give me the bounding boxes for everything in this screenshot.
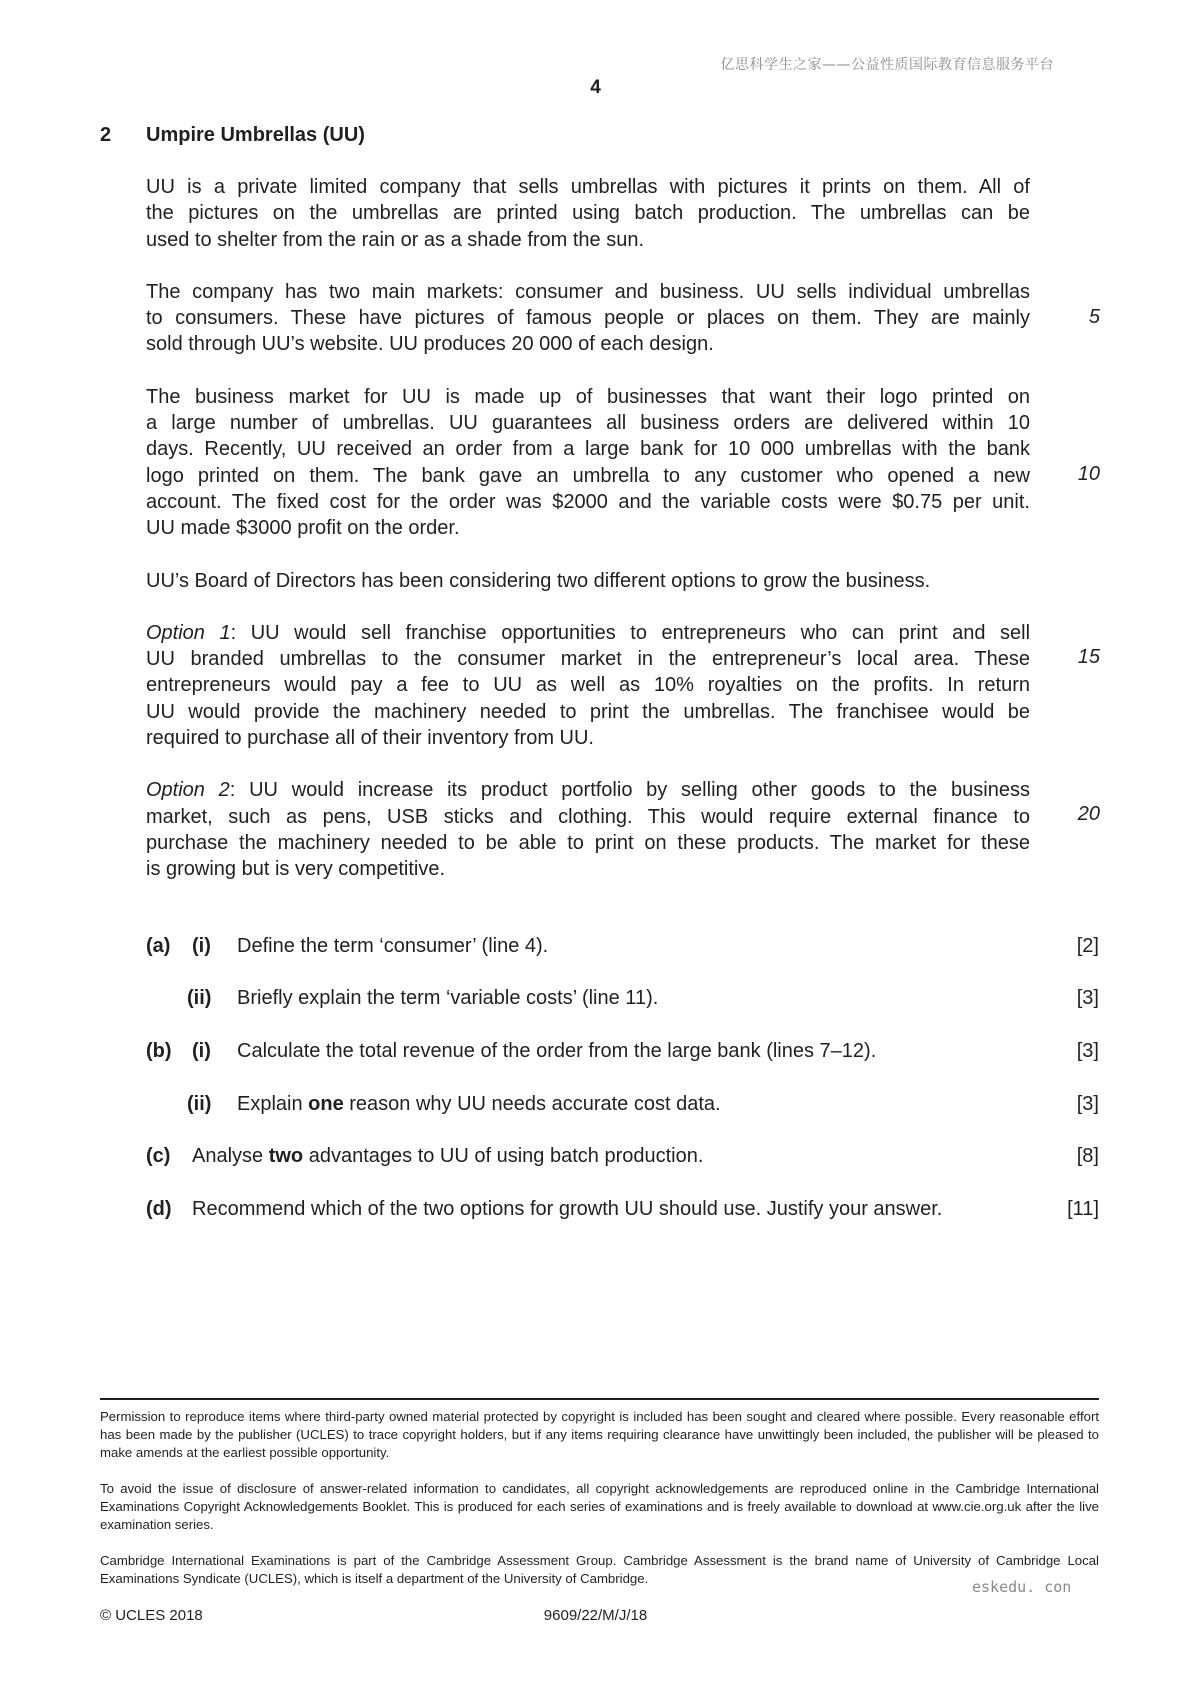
subpart-label: (i) — [192, 1040, 211, 1062]
case-line: to consumers. These have pictures of famous people or places on them. They are mainly — [146, 307, 1030, 330]
mark-allocation: [8] — [1076, 1145, 1099, 1167]
question-text — [237, 1093, 721, 1116]
footer-disclosure — [100, 1480, 1099, 1534]
question-text: Calculate the total revenue of the order from the large bank (lines 7–12). — [237, 1040, 877, 1062]
footer-text: Cambridge International Examinations is part of the Cambridge Assessment Group. Cambridge Assessment is the brand name of University of Cambridge Local Examinations Syndicate (UCLES), which is itself a department of the University of Cambridge. — [100, 1553, 1099, 1586]
line-number: 10 — [1077, 463, 1100, 485]
footer-cambridge — [100, 1552, 1099, 1588]
question-text-emphasis: two — [268, 1145, 304, 1167]
question-text-post: reason why UU needs accurate cost data. — [343, 1093, 721, 1115]
case-line: account. The fixed cost for the order was $2000 and the variable costs were $0.75 per unit. — [146, 490, 1030, 513]
question-heading — [100, 124, 365, 147]
case-line: UU would provide the machinery needed to print the umbrellas. The franchisee would be — [146, 700, 1030, 723]
case-line: market, such as pens, USB sticks and clothing. This would require external finance to — [146, 805, 1030, 828]
watermark-footer: eskedu. con — [972, 1578, 1072, 1596]
case-line: a large number of umbrellas. UU guarantees all business orders are delivered within 10 — [146, 412, 1030, 435]
copyright: © UCLES 2018 — [100, 1607, 203, 1624]
case-paragraph-1 — [146, 174, 1030, 253]
case-paragraph-option-1 — [146, 620, 1030, 751]
subpart-label: (ii) — [187, 987, 212, 1009]
question-text-post: advantages to UU of using batch production. — [303, 1145, 704, 1167]
case-line-text: : UU would increase its product portfolio by selling other goods to the business — [229, 779, 1030, 802]
paper-code: 9609/22/M/J/18 — [543, 1607, 648, 1624]
footer-permission — [100, 1408, 1099, 1462]
case-line: entrepreneurs would pay a fee to UU as well as 10% royalties on the profits. In return — [146, 674, 1030, 697]
question-text: Define the term ‘consumer’ (line 4). — [237, 935, 549, 957]
case-line: UU branded umbrellas to the consumer market in the entrepreneur’s local area. These — [146, 648, 1030, 671]
question-number: 2 — [100, 124, 112, 146]
page-number: 4 — [590, 77, 601, 98]
case-line: used to shelter from the rain or as a shade from the sun. — [146, 228, 645, 251]
case-line: days. Recently, UU received an order from a large bank for 10 000 umbrellas with the bank — [146, 438, 1030, 461]
footer-text: Permission to reproduce items where third-party owned material protected by copyright is included has been sought and cleared where possible. Every reasonable effort has been made by the publisher (UCLES) to trace copyright holders, but if any items requiring clearance have unwittingly been included, the publisher will be pleased to make amends at the earliest possible opportunity. — [100, 1409, 1099, 1460]
case-paragraph-2 — [146, 279, 1030, 358]
case-line: logo printed on them. The bank gave an umbrella to any customer who opened a new — [146, 464, 1030, 487]
question-text-pre: Analyse — [192, 1145, 269, 1167]
case-study — [146, 174, 1030, 909]
mark-allocation: [3] — [1076, 1093, 1099, 1115]
line-number: 15 — [1077, 646, 1100, 668]
part-label: (d) — [146, 1198, 172, 1220]
line-number: 20 — [1077, 803, 1100, 825]
case-line: is growing but is very competitive. — [146, 858, 446, 881]
mark-allocation: [3] — [1076, 1040, 1099, 1062]
part-label: (a) — [146, 935, 171, 957]
footer-divider — [100, 1398, 1099, 1400]
case-line: The business market for UU is made up of businesses that want their logo printed on — [146, 385, 1030, 408]
mark-allocation: [2] — [1076, 935, 1099, 957]
watermark-header: 亿思科学生之家——公益性质国际教育信息服务平台 — [720, 57, 1054, 73]
question-text — [192, 1145, 703, 1168]
mark-allocation: [11] — [1067, 1198, 1099, 1220]
case-line-text: : UU would sell franchise opportunities to entrepreneurs who can print and sell — [230, 621, 1031, 644]
question-text: Briefly explain the term ‘variable costs’ (line 11). — [237, 987, 659, 1009]
case-paragraph-option-2 — [146, 777, 1030, 882]
case-line: purchase the machinery needed to be able to print on these products. The market for these — [146, 831, 1030, 854]
case-line: the pictures on the umbrellas are printed using batch production. The umbrellas can be — [146, 202, 1030, 225]
case-line: UU’s Board of Directors has been considering two different options to grow the business. — [146, 569, 931, 592]
case-line: sold through UU’s website. UU produces 20 000 of each design. — [146, 333, 714, 356]
subpart-label: (i) — [192, 935, 211, 957]
case-paragraph-4 — [146, 568, 1030, 594]
subpart-label: (ii) — [187, 1093, 212, 1115]
question-text-emphasis: one — [308, 1093, 344, 1115]
option-2-label: Option 2 — [146, 779, 230, 802]
question-text-pre: Explain — [237, 1093, 309, 1115]
case-line — [146, 620, 1030, 646]
case-line: UU is a private limited company that sells umbrellas with pictures it prints on them. All of — [146, 176, 1030, 198]
case-line: UU made $3000 profit on the order. — [146, 517, 460, 540]
footer-text: To avoid the issue of disclosure of answer-related information to candidates, all copyright acknowledgements are reproduced online in the Cambridge International Examinations Copyright Acknowledgements Booklet. This is produced for each series of examinations and is freely available to download at www.cie.org.uk after the live examination series. — [100, 1481, 1099, 1532]
case-line: The company has two main markets: consumer and business. UU sells individual umbrellas — [146, 280, 1030, 303]
part-label: (b) — [146, 1040, 172, 1062]
case-line: required to purchase all of their inventory from UU. — [146, 727, 594, 750]
part-label: (c) — [146, 1145, 171, 1167]
case-paragraph-3 — [146, 384, 1030, 542]
line-number: 5 — [1088, 306, 1100, 328]
option-1-label: Option 1 — [146, 621, 231, 644]
question-text: Recommend which of the two options for growth UU should use. Justify your answer. — [192, 1198, 943, 1220]
mark-allocation: [3] — [1076, 987, 1099, 1009]
question-title: Umpire Umbrellas (UU) — [146, 124, 365, 146]
case-line — [146, 777, 1030, 803]
